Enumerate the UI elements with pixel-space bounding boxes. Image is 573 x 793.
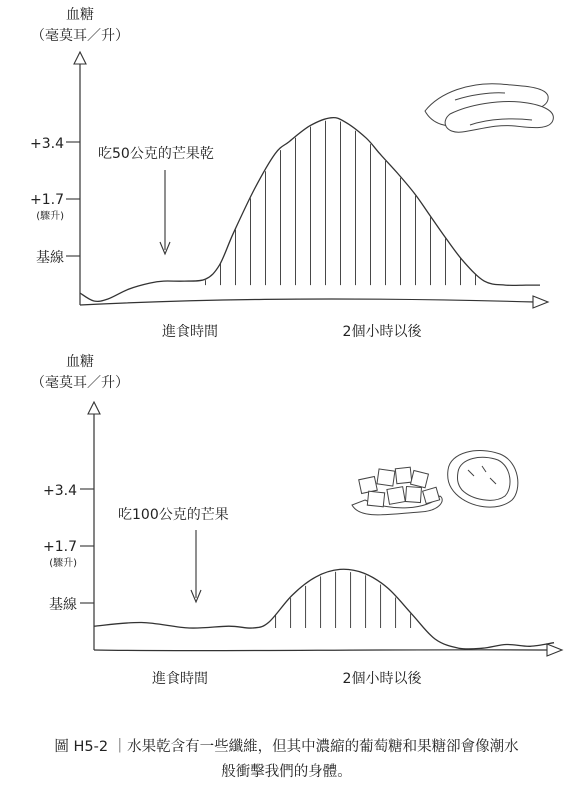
- y-axis-label-line2: （毫莫耳／升）: [31, 28, 129, 44]
- caption-line1: 圖 H5-2 ｜水果乾含有一些纖維，但其中濃縮的葡萄糖和果糖卻會像潮水: [54, 739, 519, 755]
- shaded-area-hatching: [206, 121, 476, 285]
- annotation-label: 吃100公克的芒果: [118, 507, 229, 523]
- y-tick-label: +3.4: [30, 136, 64, 152]
- y-tick-sublabel: (驟升): [49, 558, 77, 569]
- y-axis-label-line1: 血糖: [66, 7, 94, 23]
- x-tick-label: 進食時間: [162, 324, 218, 340]
- x-axis-arrowhead: [533, 296, 548, 308]
- x-axis: [94, 650, 548, 651]
- figure-caption: [0, 735, 573, 785]
- chart-fresh-mango: [31, 353, 562, 687]
- y-tick-label: +1.7: [43, 539, 77, 555]
- y-tick-label: 基線: [49, 597, 77, 613]
- y-axis-label-line1: 血糖: [66, 354, 94, 370]
- y-axis-arrowhead: [88, 402, 100, 414]
- caption-line2: 般衝擊我們的身體。: [221, 764, 352, 780]
- y-axis-label-line2: （毫莫耳／升）: [31, 375, 129, 391]
- dried-mango-illustration: [425, 84, 553, 132]
- x-tick-label: 2個小時以後: [342, 671, 422, 687]
- x-axis-arrowhead: [547, 644, 562, 656]
- y-tick-label: +1.7: [30, 192, 64, 208]
- y-tick-label: 基線: [36, 250, 64, 266]
- y-tick-label: +3.4: [43, 483, 77, 499]
- y-axis-arrowhead: [74, 52, 86, 64]
- chart-dried-mango: [30, 6, 553, 340]
- shaded-area-hatching: [276, 572, 411, 628]
- annotation-label: 吃50公克的芒果乾: [98, 146, 214, 162]
- x-axis: [80, 299, 535, 305]
- blood-glucose-curve: [94, 569, 554, 649]
- y-tick-sublabel: (驟升): [36, 211, 64, 222]
- x-tick-label: 進食時間: [152, 671, 208, 687]
- x-tick-label: 2個小時以後: [342, 324, 422, 340]
- fresh-mango-illustration: [352, 451, 518, 515]
